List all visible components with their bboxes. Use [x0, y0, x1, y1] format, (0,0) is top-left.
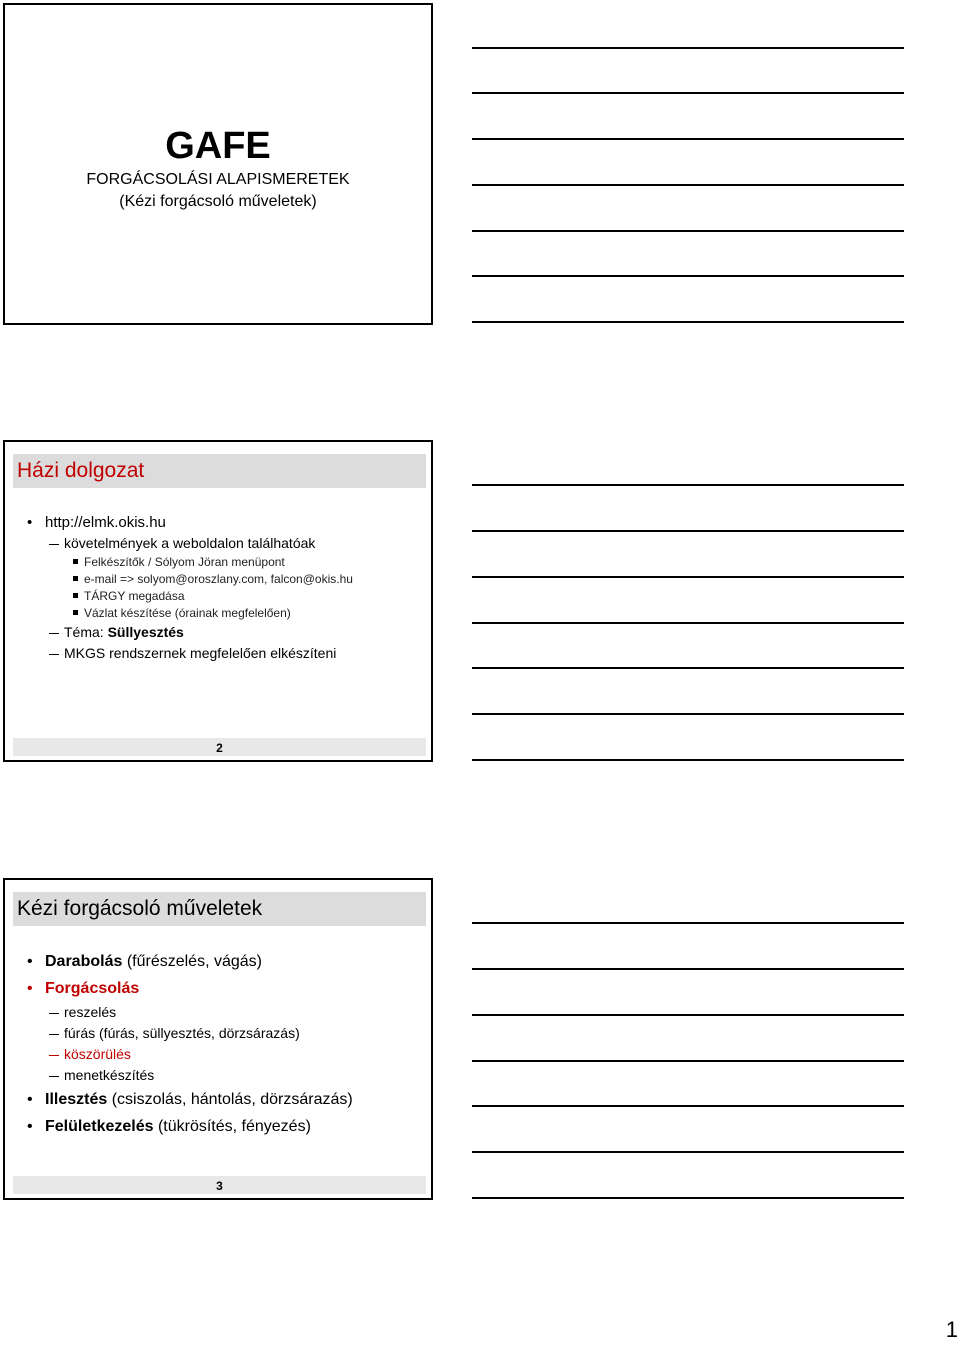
slide-number: 2	[13, 738, 426, 756]
item-rest: (fűrészelés, vágás)	[122, 953, 262, 970]
slide-number: 3	[13, 1176, 426, 1194]
list-item: Vázlat készítése (órainak megfelelően)	[13, 605, 426, 622]
note-line	[472, 184, 904, 186]
note-line	[472, 622, 904, 624]
slide-subtitle: FORGÁCSOLÁSI ALAPISMERETEK	[86, 171, 350, 188]
note-line	[472, 484, 904, 486]
list-item: menetkészítés	[13, 1065, 426, 1086]
list-item: fúrás (fúrás, süllyesztés, dörzsárazás)	[13, 1023, 426, 1044]
topic-label: Téma:	[64, 624, 108, 640]
item-bold: Illesztés	[45, 1091, 108, 1108]
list-item: reszelés	[13, 1002, 426, 1023]
list-item: Felkészítők / Sólyom Jöran menüpont	[13, 554, 426, 571]
slide-title: GAFE	[165, 125, 271, 167]
item-bold: Forgácsolás	[45, 980, 140, 997]
list-item: e-mail => solyom@oroszlany.com, falcon@okis.hu	[13, 571, 426, 588]
list-item	[13, 622, 426, 643]
title-block	[5, 123, 431, 213]
note-line	[472, 1197, 904, 1199]
note-line	[472, 1105, 904, 1107]
topic-value: Süllyesztés	[107, 624, 184, 640]
note-line	[472, 1060, 904, 1062]
page-number: 1	[945, 1317, 958, 1342]
note-line	[472, 922, 904, 924]
note-line	[472, 1014, 904, 1016]
list-item	[13, 1086, 426, 1113]
note-line	[472, 1151, 904, 1153]
slide-subtitle-2: (Kézi forgácsoló műveletek)	[119, 193, 317, 210]
slide-3	[3, 878, 433, 1200]
item-bold: Felületkezelés	[45, 1118, 154, 1135]
note-line	[472, 576, 904, 578]
note-line	[472, 230, 904, 232]
note-line	[472, 530, 904, 532]
slide-title: Házi dolgozat	[13, 454, 426, 488]
item-rest: (tükrösítés, fényezés)	[153, 1118, 311, 1135]
list-item: MKGS rendszernek megfelelően elkészíteni	[13, 643, 426, 664]
list-item: köszörülés	[13, 1044, 426, 1065]
list-item: TÁRGY megadása	[13, 588, 426, 605]
list-item	[13, 948, 426, 975]
note-line	[472, 275, 904, 277]
list-item: • http://elmk.okis.hu	[13, 512, 426, 533]
slide-content	[13, 948, 426, 1140]
note-line	[472, 667, 904, 669]
note-line	[472, 713, 904, 715]
slide-title: Kézi forgácsoló műveletek	[13, 892, 426, 926]
note-line	[472, 92, 904, 94]
list-item: követelmények a weboldalon találhatóak	[13, 533, 426, 554]
note-line	[472, 47, 904, 49]
slide-1	[3, 3, 433, 325]
note-line	[472, 321, 904, 323]
note-line	[472, 968, 904, 970]
list-item	[13, 975, 426, 1002]
item-rest: (csiszolás, hántolás, dörzsárazás)	[107, 1091, 353, 1108]
note-line	[472, 138, 904, 140]
slide-content	[13, 512, 426, 664]
slide-2	[3, 440, 433, 762]
note-line	[472, 759, 904, 761]
list-item	[13, 1113, 426, 1140]
item-bold: Darabolás	[45, 953, 123, 970]
